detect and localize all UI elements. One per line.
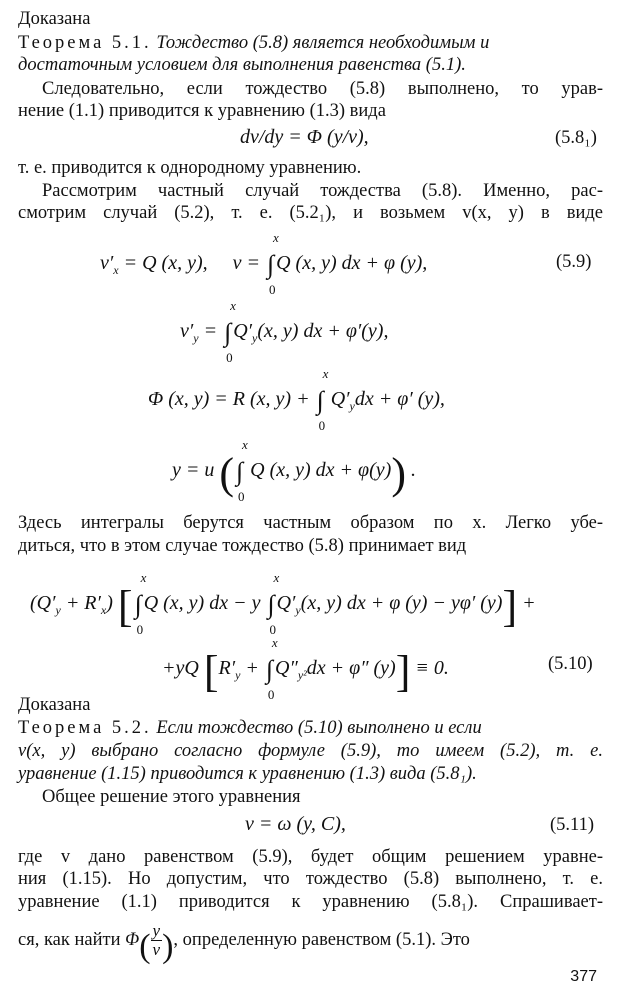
equation-number: (5.10) (548, 654, 593, 674)
text-fragment: ся, как найти (18, 929, 121, 950)
paragraph-line-with-formula (18, 922, 603, 969)
equation-number: (5.9) (556, 252, 592, 272)
paragraph-line: где v дано равенством (5.9), будет общим решением уравне- (18, 847, 603, 867)
page-number: 377 (570, 968, 597, 985)
equation-v-y: $v'_y$ = ∫ x 0 $Q'_y(x$, y) dx + φ′(y), (180, 298, 389, 365)
paragraph-line: диться, что в этом случае тождество (5.8) принимает вид (18, 536, 467, 556)
theorem-text: Тождество (5.8) является необходимым и (151, 33, 490, 53)
theorem-5-2-line-3: уравнение (1.15) приводится к уравнению (1.3) вида (5.8₁). (18, 764, 477, 784)
inline-formula: Φ( $\frac{y}{v}$ ) (125, 921, 174, 965)
theorem-text: Если тождество (5.10) выполнено и если (151, 718, 482, 738)
paragraph-line: смотрим случай (5.2), т. е. (5.2₁), и возьмем v(x, y) в виде (18, 203, 603, 223)
paragraph-line: ния (1.15). Но допустим, что тождество (5.8) выполнено, т. е. (18, 869, 603, 889)
equation-5-10-line-2: +yQ [$R'_y$ + ∫ x 0 $Q''_{y^2}dx + \varphi''$ (y)] ≡ 0. (162, 635, 449, 702)
equation-5-8-1: dv/dy = Φ (y/v), (240, 126, 369, 148)
paragraph-line: Здесь интегралы берутся частным образом по x. Легко убе- (18, 513, 603, 533)
paragraph-line: уравнение (1.1) приводится к уравнению (5.8₁). Спрашивает- (18, 892, 603, 912)
paragraph-line: т. е. приводится к однородному уравнению. (18, 158, 362, 178)
theorem-label: Теорема 5.2. (18, 718, 152, 738)
proof-end-label: Доказана (18, 695, 91, 715)
theorem-5-2-line-2: v(x, y) выбрано согласно формуле (5.9), то имеем (5.2), т. е. (18, 741, 603, 761)
theorem-5-2-line-1 (18, 717, 603, 739)
paragraph-line: Рассмотрим частный случай тождества (5.8). Именно, рас- (42, 181, 603, 201)
paragraph-line: Общее решение этого уравнения (42, 787, 301, 807)
equation-5-9: $v'_x = Q$ (x, y), v = ∫ x 0 Q (x, y) dx + φ (y), (100, 230, 428, 297)
theorem-5-1-line-1 (18, 32, 603, 54)
equation-5-10-line-1: $(Q'_y + R'_x)$ [∫ x 0 Q (x, y) dx − y ∫ x 0 $Q'_y(x$, y) dx + φ (y) − yφ′ (y)] + (30, 570, 536, 637)
equation-number: (5.11) (550, 815, 595, 835)
text-fragment: , определенную равенством (5.1). Это (173, 929, 470, 950)
theorem-5-1-line-2: достаточным условием для выполнения равенства (5.1). (18, 55, 466, 75)
proof-end-label: Доказана (18, 9, 91, 29)
paragraph-line: Следовательно, если тождество (5.8) выполнено, то урав- (42, 79, 603, 99)
equation-5-11: v = ω (y, C), (245, 813, 346, 835)
equation-y: y = u (∫ x 0 Q (x, y) dx + φ(y)) . (172, 437, 416, 504)
equation-number: (5.8₁) (555, 128, 597, 148)
paragraph-line: нение (1.1) приводится к уравнению (1.3) вида (18, 101, 386, 121)
equation-phi: Φ (x, y) = R (x, y) + ∫ x 0 $Q'_ydx + \varphi'$ (y), (148, 366, 445, 433)
theorem-label: Теорема 5.1. (18, 33, 152, 53)
